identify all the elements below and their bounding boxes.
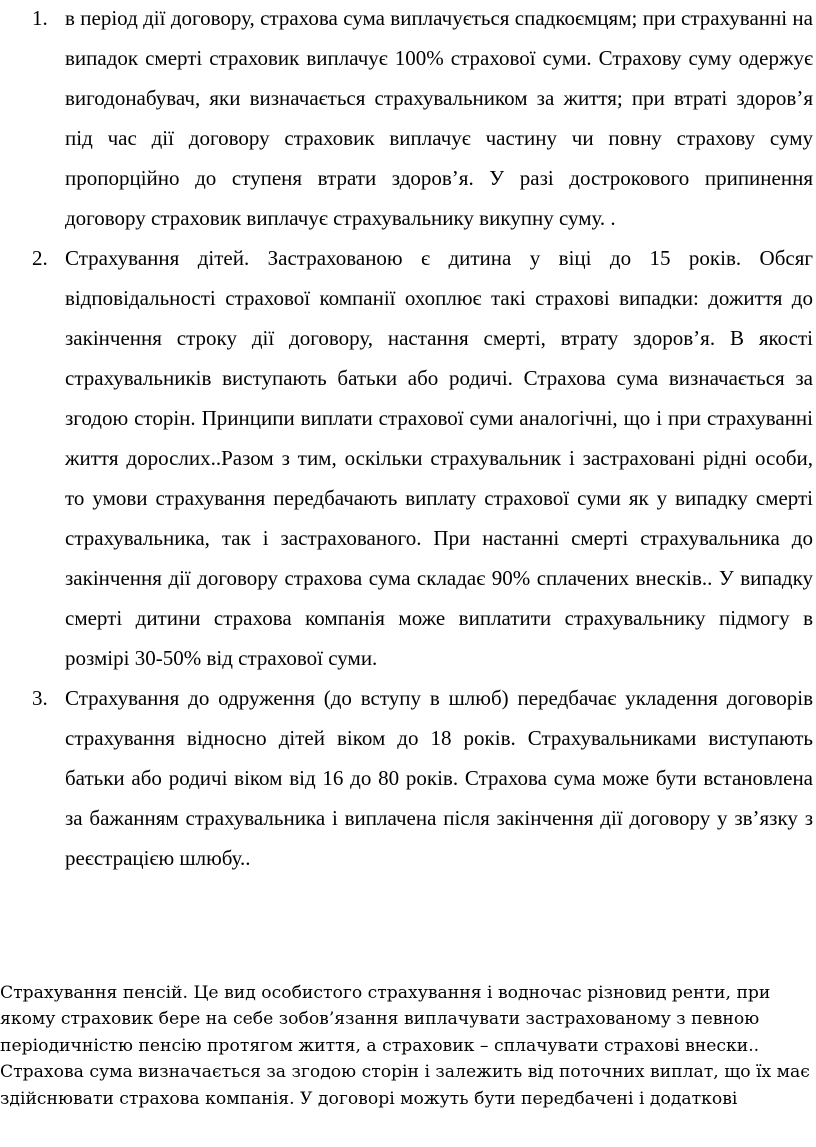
list-item — [0, 0, 816, 238]
list-item-text: Страхування дітей. Застрахованою є дитина у віці до 15 років. Обсяг відповідальності страхової компанії охоплює такі страхові випадки: дожиття до закінчення строку дії договору, настання смерті, втрату здоров’я. В якості страхувальників виступають батьки або родичі. Страхова сума визначається за згодою сторін. Принципи виплати страхової суми аналогічні, що і при страхуванні життя дорослих..Разом з тим, оскільки страхувальник і застраховані рідні особи, то умови страхування передбачають виплату страхової суми як у випадку смерті страхувальника, так і застрахованого. При настанні смерті страхувальника до закінчення дії договору страхова сума складає 90% сплачених внесків.. У випадку смерті дитини страхова компанія може виплатити страхувальнику підмогу в розмірі 30-50% від страхової суми. — [65, 246, 813, 670]
list-item-number: 2. — [32, 246, 48, 270]
list-item — [0, 678, 816, 878]
list-item-text: в період дії договору, страхова сума виплачується спадкоємцям; при страхуванні на випадок смерті страховик виплачує 100% страхової суми. Страхову суму одержує вигодонабувач, яки визначається страхувальником за життя; при втраті здоров’я під час дії договору страховик виплачує частину чи повну страхову суму пропорційно до ступеня втрати здоров’я. У разі дострокового припинення договору страховик виплачує страхувальнику викупну суму. . — [65, 6, 813, 230]
pension-insurance-paragraph: Страхування пенсій. Це вид особистого страхування і водночас різновид ренти, при якому страховик бере на себе зобов’язання виплачувати застрахованому з певною періодичністю пенсію протягом життя, а страховик – сплачувати страхові внески.. Страхова сума визначається за згодою сторін і залежить від поточних виплат, що їх має здійснювати страхова компанія. У договорі можуть бути передбачені і додаткові — [0, 983, 810, 1109]
list-item — [0, 238, 816, 678]
list-item-text: Страхування до одруження (до вступу в шлюб) передбачає укладення договорів страхування відносно дітей віком до 18 років. Страхувальниками виступають батьки або родичі віком від 16 до 80 років. Страхова сума може бути встановлена за бажанням страхувальника і виплачена після закінчення дії договору у зв’язку з реєстрацією шлюбу.. — [65, 686, 813, 870]
list-item-number: 1. — [32, 6, 48, 30]
list-item-number: 3. — [32, 686, 48, 710]
